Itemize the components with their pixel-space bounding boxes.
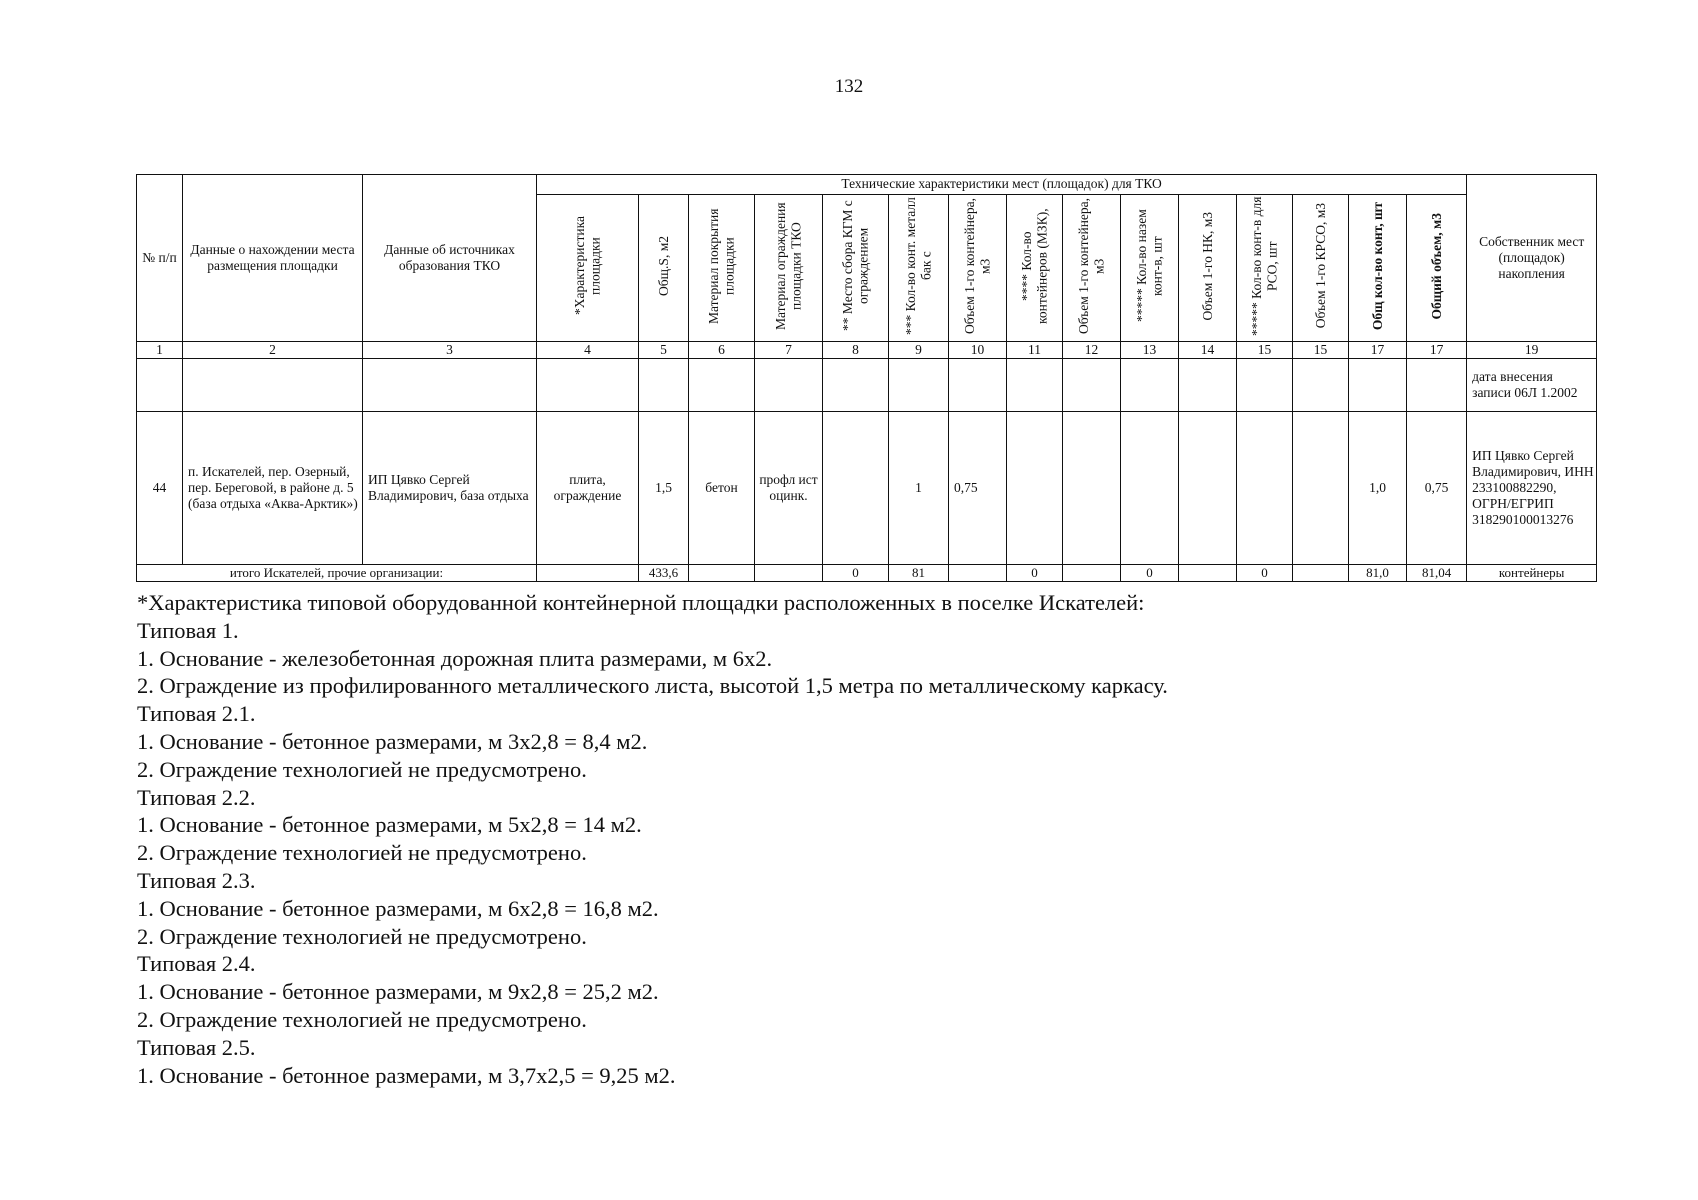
total-volume: 81,04 (1407, 565, 1467, 582)
empty-cell (1293, 565, 1349, 582)
empty-cell (1007, 412, 1063, 565)
note-line: 1. Основание - бетонное размерами, м 6х2,8 = 16,8 м2. (137, 895, 659, 921)
row-characteristic: плита, ограждение (537, 412, 639, 565)
header-tech-col (1179, 195, 1237, 342)
header-kgm-place: ** Место сбора КГМ с ограждением (839, 200, 871, 332)
header-fence-material: Материал ограждения площадки ТКО (772, 202, 804, 330)
header-ground-volume: Объем 1-го НК, м3 (1199, 211, 1215, 321)
row-fence: профл ист оцинк. (755, 412, 823, 565)
empty-cell (537, 359, 639, 412)
header-tech-col (949, 195, 1007, 342)
header-tech-col (639, 195, 689, 342)
column-number: 4 (537, 342, 639, 359)
header-tech-col (823, 195, 889, 342)
note-line: 1. Основание - бетонное размерами, м 3,7х2,5 = 9,25 м2. (137, 1062, 676, 1088)
typical-site-notes (137, 589, 1557, 1089)
note-line: 2. Ограждение из профилированного металлического листа, высотой 1,5 метра по металлическому каркасу. (137, 673, 1168, 699)
header-tech-col (537, 195, 639, 342)
note-line: 1. Основание - бетонное размерами, м 5х2,8 = 14 м2. (137, 812, 642, 838)
header-metal-count: *** Кол-во конт. металл бак с (902, 197, 934, 335)
header-volume-one: Объем 1-го контейнера, м3 (961, 197, 993, 335)
empty-cell (1179, 412, 1237, 565)
total-row (137, 565, 1597, 582)
header-mzk-count: **** Кол-во контейнеров (МЗК), (1018, 208, 1050, 324)
table-row (137, 412, 1597, 565)
column-number: 17 (1349, 342, 1407, 359)
empty-cell (1407, 359, 1467, 412)
note-line: 1. Основание - железобетонная дорожная плита размерами, м 6х2. (137, 645, 773, 671)
empty-cell (1179, 359, 1237, 412)
empty-cell (1349, 359, 1407, 412)
container-sites-table (136, 174, 1597, 582)
row-no: 44 (137, 412, 183, 565)
empty-cell (639, 359, 689, 412)
header-volume-one-mzk: Объем 1-го контейнера, м3 (1075, 197, 1107, 335)
empty-cell (689, 359, 755, 412)
column-number: 5 (639, 342, 689, 359)
header-tech-col (1237, 195, 1293, 342)
column-number: 14 (1179, 342, 1237, 359)
empty-cell (889, 359, 949, 412)
column-number: 2 (183, 342, 363, 359)
row-area: 1,5 (639, 412, 689, 565)
header-tech-characteristics: Технические характеристики мест (площадок) для ТКО (537, 175, 1467, 195)
total-kgm: 0 (823, 565, 889, 582)
row-volume-one: 0,75 (949, 412, 1007, 565)
empty-cell (1121, 359, 1179, 412)
note-line: Типовая 2.5. (137, 1034, 256, 1060)
row-owner: ИП Цявко Сергей Владимирович, ИНН 233100882290, ОГРН/ЕГРИП 318290100013276 (1467, 412, 1597, 565)
empty-cell (137, 359, 183, 412)
column-number: 15 (1293, 342, 1349, 359)
header-tech-col (689, 195, 755, 342)
header-characteristic: *Характеристика площадки (571, 216, 603, 316)
note-line: *Характеристика типовой оборудованной контейнерной площадки расположенных в поселке Искателей: (137, 590, 1145, 615)
row-metal-count: 1 (889, 412, 949, 565)
empty-cell (1293, 359, 1349, 412)
empty-cell (1293, 412, 1349, 565)
row-cover: бетон (689, 412, 755, 565)
empty-cell (1121, 412, 1179, 565)
total-label: итого Искателей, прочие организации: (137, 565, 537, 582)
empty-cell (183, 359, 363, 412)
header-rso-count: ***** Кол-во конт-в для РСО, шт (1248, 196, 1280, 336)
row-total-volume: 0,75 (1407, 412, 1467, 565)
row-location: п. Искателей, пер. Озерный, пер. Береговой, в районе д. 5 (база отдыха «Аква-Арктик») (183, 412, 363, 565)
total-metal-count: 81 (889, 565, 949, 582)
header-tech-col (1407, 195, 1467, 342)
header-tech-col (1293, 195, 1349, 342)
note-line: Типовая 2.1. (137, 701, 256, 727)
column-number: 11 (1007, 342, 1063, 359)
header-area: Общ.S, м2 (655, 236, 671, 296)
note-line: Типовая 2.4. (137, 951, 256, 977)
header-tech-col (1121, 195, 1179, 342)
total-count: 81,0 (1349, 565, 1407, 582)
header-cover-material: Материал покрытия площадки (705, 208, 737, 324)
empty-cell (823, 412, 889, 565)
header-location: Данные о нахождении места размещения площадки (183, 175, 363, 342)
empty-cell (1063, 359, 1121, 412)
note-line: 1. Основание - бетонное размерами, м 3х2,8 = 8,4 м2. (137, 728, 648, 754)
header-tech-col (1063, 195, 1121, 342)
total-owner: контейнеры (1467, 565, 1597, 582)
header-total-count: Общ кол-во конт, шт (1369, 201, 1385, 331)
total-rso-count: 0 (1237, 565, 1293, 582)
column-number: 1 (137, 342, 183, 359)
empty-cell (1007, 359, 1063, 412)
column-number: 12 (1063, 342, 1121, 359)
header-no: № п/п (137, 175, 183, 342)
empty-cell (949, 565, 1007, 582)
total-ground-count: 0 (1121, 565, 1179, 582)
column-number: 8 (823, 342, 889, 359)
total-mzk-count: 0 (1007, 565, 1063, 582)
column-number: 3 (363, 342, 537, 359)
empty-cell (1179, 565, 1237, 582)
header-tech-col (889, 195, 949, 342)
empty-cell (755, 359, 823, 412)
header-tech-col (755, 195, 823, 342)
note-line: 2. Ограждение технологией не предусмотрено. (137, 840, 587, 866)
header-tech-col (1349, 195, 1407, 342)
empty-cell (823, 359, 889, 412)
column-number: 19 (1467, 342, 1597, 359)
header-owner: Собственник мест (площадок) накопления (1467, 175, 1597, 342)
note-line: 1. Основание - бетонное размерами, м 9х2,8 = 25,2 м2. (137, 979, 659, 1005)
row-sources: ИП Цявко Сергей Владимирович, база отдыха (363, 412, 537, 565)
column-number: 7 (755, 342, 823, 359)
note-line: Типовая 1. (137, 617, 239, 643)
empty-cell (755, 565, 823, 582)
header-row-top (137, 175, 1597, 195)
header-tech-col (1007, 195, 1063, 342)
previous-owner-date: дата внесения записи 06Л 1.2002 (1467, 359, 1597, 412)
note-line: 2. Ограждение технологией не предусмотрено. (137, 1006, 587, 1032)
note-line: 2. Ограждение технологией не предусмотрено. (137, 756, 587, 782)
header-total-volume: Общий объем, м3 (1428, 212, 1444, 320)
note-line: 2. Ограждение технологией не предусмотрено. (137, 923, 587, 949)
total-area: 433,6 (639, 565, 689, 582)
empty-cell (363, 359, 537, 412)
column-number: 10 (949, 342, 1007, 359)
note-line: Типовая 2.3. (137, 867, 256, 893)
empty-cell (1237, 359, 1293, 412)
empty-cell (689, 565, 755, 582)
header-ground-count: ***** Кол-во назем конт-в, шт (1133, 209, 1165, 323)
table-row-previous (137, 359, 1597, 412)
column-number: 13 (1121, 342, 1179, 359)
column-number: 9 (889, 342, 949, 359)
empty-cell (537, 565, 639, 582)
column-number: 17 (1407, 342, 1467, 359)
page-number: 132 (834, 76, 864, 97)
empty-cell (1063, 412, 1121, 565)
note-line: Типовая 2.2. (137, 784, 256, 810)
empty-cell (1063, 565, 1121, 582)
header-rso-volume: Объем 1-го КРСО, м3 (1312, 203, 1328, 329)
column-number: 15 (1237, 342, 1293, 359)
empty-cell (949, 359, 1007, 412)
row-total-count: 1,0 (1349, 412, 1407, 565)
empty-cell (1237, 412, 1293, 565)
column-number: 6 (689, 342, 755, 359)
header-sources: Данные об источниках образования ТКО (363, 175, 537, 342)
column-number-row (137, 342, 1597, 359)
